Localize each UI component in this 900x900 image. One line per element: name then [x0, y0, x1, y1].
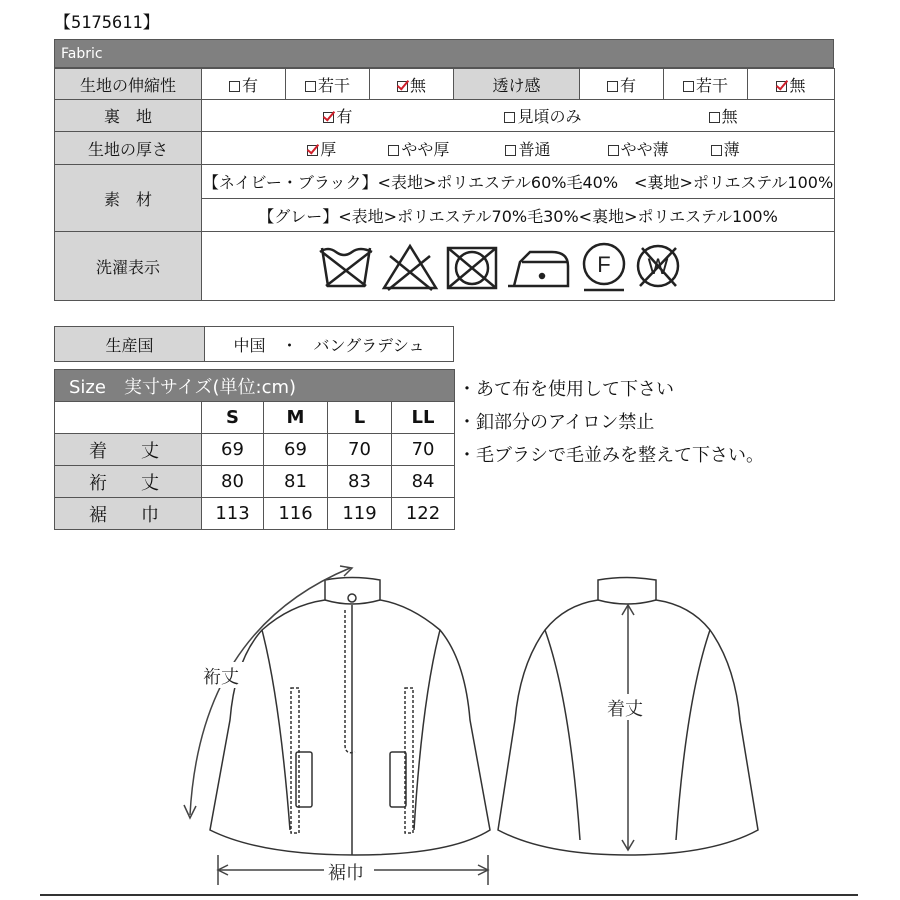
checkbox-icon: [683, 81, 694, 92]
cape-front-outline: [210, 578, 490, 856]
size-L: L: [328, 402, 392, 434]
stretch-opt-yes: 有: [202, 69, 286, 100]
thickness-opt-thick: 厚: [286, 137, 358, 160]
sleeve-length-label: 裄丈: [203, 667, 239, 688]
material-row-1: [55, 165, 835, 199]
cell: 119: [328, 498, 392, 530]
size-M: M: [264, 402, 328, 434]
thickness-opt-thin: 薄: [700, 137, 750, 160]
country-table: [54, 326, 454, 362]
sheer-opt-slight: 若干: [664, 69, 748, 100]
checkbox-icon: [505, 145, 516, 156]
bottom-divider: [40, 894, 858, 896]
checkbox-checked-icon: [776, 81, 787, 92]
country-label: 生産国: [55, 327, 205, 362]
row-label: 裄 丈: [55, 466, 202, 498]
checkbox-icon: [607, 81, 618, 92]
cell: 69: [202, 434, 264, 466]
material-line-1: 【ネイビー・ブラック】<表地>ポリエステル60%毛40% <裏地>ポリエステル100%: [202, 165, 835, 199]
care-label: 洗濯表示: [55, 232, 202, 301]
cell: 70: [392, 434, 455, 466]
hem-width-label: 裾巾: [328, 863, 364, 884]
hand-wash-prohibited-icon: [320, 248, 372, 286]
size-title: Size 実寸サイズ(単位:cm): [55, 370, 455, 402]
material-label: 素 材: [55, 165, 202, 232]
thickness-label: 生地の厚さ: [55, 132, 202, 165]
cell: 113: [202, 498, 264, 530]
cell: 81: [264, 466, 328, 498]
sheer-opt-yes: 有: [580, 69, 664, 100]
bleach-prohibited-icon: [384, 246, 436, 290]
tumble-dry-prohibited-icon: [448, 248, 496, 288]
checkbox-checked-icon: [307, 145, 318, 156]
care-notes: [458, 373, 764, 472]
checkbox-icon: [305, 81, 316, 92]
row-label: 裾 巾: [55, 498, 202, 530]
thickness-opt-normal: 普通: [480, 137, 576, 160]
cell: 83: [328, 466, 392, 498]
checkbox-checked-icon: [323, 112, 334, 123]
stretch-row: [55, 69, 835, 100]
care-icons: [202, 232, 835, 301]
cell: 116: [264, 498, 328, 530]
table-row: [55, 434, 455, 466]
garment-diagram: [0, 560, 900, 890]
cell: 80: [202, 466, 264, 498]
lining-row: [55, 100, 835, 132]
checkbox-icon: [388, 145, 399, 156]
cell: 70: [328, 434, 392, 466]
wet-clean-prohibited-icon: [638, 246, 678, 286]
care-row: [55, 232, 835, 301]
sleeve-length-arrow: [190, 568, 350, 815]
thickness-opt-slightly-thin: やや薄: [581, 137, 695, 160]
fabric-table: [54, 39, 834, 301]
note-item: ・毛ブラシで毛並みを整えて下さい。: [458, 445, 764, 466]
checkbox-icon: [608, 145, 619, 156]
size-LL: LL: [392, 402, 455, 434]
product-id: 【5175611】: [54, 13, 160, 33]
material-line-2: 【グレー】<表地>ポリエステル70%毛30%<裏地>ポリエステル100%: [202, 199, 835, 232]
lining-opt-yes: 有: [238, 104, 438, 127]
stretch-opt-no: 無: [370, 69, 454, 100]
lining-label: 裏 地: [55, 100, 202, 132]
iron-low-icon: [508, 252, 568, 286]
country-value: 中国 ・ バングラデシュ: [205, 327, 454, 362]
table-row: [55, 466, 455, 498]
svg-text:W: W: [647, 254, 669, 279]
checkbox-icon: [229, 81, 240, 92]
size-table: [54, 369, 455, 530]
thickness-opt-slightly-thick: やや厚: [363, 137, 475, 160]
stretch-opt-slight: 若干: [286, 69, 370, 100]
stretch-label: 生地の伸縮性: [55, 69, 202, 100]
size-header-row: [55, 402, 455, 434]
table-row: [55, 498, 455, 530]
size-S: S: [202, 402, 264, 434]
thickness-row: [55, 132, 835, 165]
sheer-opt-no: 無: [748, 69, 835, 100]
checkbox-icon: [711, 145, 722, 156]
body-length-label: 着丈: [607, 699, 643, 720]
checkbox-checked-icon: [397, 81, 408, 92]
cell: 84: [392, 466, 455, 498]
svg-text:F: F: [597, 252, 611, 277]
cell: 69: [264, 434, 328, 466]
checkbox-icon: [504, 112, 515, 123]
lining-opt-body: 見頃のみ: [443, 104, 643, 127]
checkbox-icon: [709, 112, 720, 123]
cell: 122: [392, 498, 455, 530]
row-label: 着 丈: [55, 434, 202, 466]
note-item: ・あて布を使用して下さい: [458, 379, 674, 400]
note-item: ・釦部分のアイロン禁止: [458, 412, 655, 433]
care-icons-svg: [308, 238, 728, 294]
dry-clean-F-icon: [584, 244, 624, 290]
fabric-header: Fabric: [54, 39, 834, 68]
sheer-label: 透け感: [454, 69, 580, 100]
lining-opt-no: 無: [648, 104, 798, 127]
